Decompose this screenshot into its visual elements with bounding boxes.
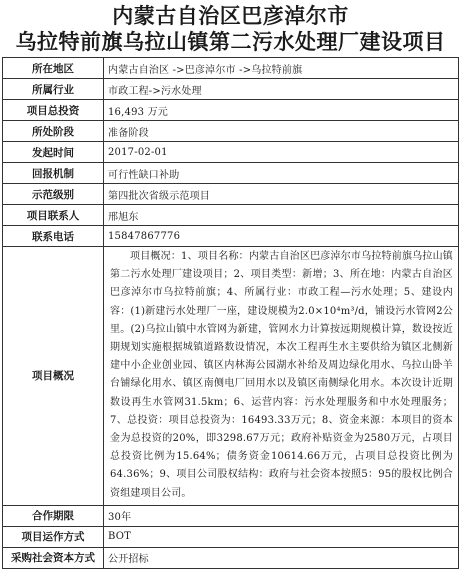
row-region	[3, 58, 459, 79]
label-stage: 所处阶段	[3, 121, 104, 142]
row-cooperation-period	[3, 505, 459, 526]
label-industry: 所属行业	[3, 79, 104, 100]
value-return-mechanism: 可行性缺口补助	[104, 163, 459, 184]
label-contact-phone: 联系电话	[3, 226, 104, 247]
row-stage	[3, 121, 459, 142]
title-line-2: 乌拉特前旗乌拉山镇第二污水处理厂建设项目	[15, 30, 446, 54]
value-contact-person: 邢旭东	[104, 205, 459, 226]
project-info-table	[2, 57, 459, 569]
row-total-investment	[3, 100, 459, 121]
value-procurement-method: 公开招标	[104, 547, 459, 568]
label-region: 所在地区	[3, 58, 104, 79]
value-demo-level: 第四批次省级示范项目	[104, 184, 459, 205]
row-overview	[3, 247, 459, 506]
value-cooperation-period: 30年	[104, 505, 459, 526]
row-return-mechanism	[3, 163, 459, 184]
row-operation-mode	[3, 526, 459, 547]
row-contact-person	[3, 205, 459, 226]
title-line-1: 内蒙古自治区巴彦淖尔市	[112, 4, 349, 28]
label-operation-mode: 项目运作方式	[3, 526, 104, 547]
label-contact-person: 项目联系人	[3, 205, 104, 226]
row-industry	[3, 79, 459, 100]
row-demo-level	[3, 184, 459, 205]
label-overview: 项目概况	[3, 247, 104, 506]
value-start-date: 2017-02-01	[104, 142, 459, 163]
value-operation-mode: BOT	[104, 526, 459, 547]
value-overview: 项目概况：1、项目名称：内蒙古自治区巴彦淖尔市乌拉特前旗乌拉山镇第二污水处理厂建设项目；2、项目类型：新增；3、所在地：内蒙古自治区巴彦淖尔市乌拉特前旗；4、所属行业：市政工程—污水处理；5、建设内容：(1)新建污水处理厂一座，建设规模为2.0×10⁴m³/d，铺设污水管网2公里。(2)乌拉山镇中水管网为新建，管网水力计算按远期规模计算，数设按近期规划实施根据城镇道路数设情况，本次工程再生水主要供给为镇区北侧新建中小企业创业园、镇区内林海公园湖水补给及周边绿化用水、乌拉山卧羊台铺绿化用水、镇区南侧电厂回用水以及镇区南侧绿化用水。本次设计近期数设再生水管网31.5km；6、运营内容：污水处理服务和中水处理服务；7、总投资：项目总投资为：16493.33万元；8、资金来源：本项目的资本金为总投资的20%，即3298.67万元；政府补贴资金为2580万元，占项目总投资比例为15.64%；债务资金10614.66万元，占项目总投资比例为64.36%；9、项目公司股权结构：政府与社会资本按照5：95的股权比例合资组建项目公司。	[104, 247, 459, 506]
document-title	[0, 0, 461, 55]
label-return-mechanism: 回报机制	[3, 163, 104, 184]
value-total-investment: 16,493 万元	[104, 100, 459, 121]
row-start-date	[3, 142, 459, 163]
value-stage: 准备阶段	[104, 121, 459, 142]
label-cooperation-period: 合作期限	[3, 505, 104, 526]
row-procurement-method	[3, 547, 459, 568]
value-region: 内蒙古自治区 ->巴彦淖尔市 ->乌拉特前旗	[104, 58, 459, 79]
row-contact-phone	[3, 226, 459, 247]
label-start-date: 发起时间	[3, 142, 104, 163]
value-contact-phone: 15847867776	[104, 226, 459, 247]
label-total-investment: 项目总投资	[3, 100, 104, 121]
label-demo-level: 示范级别	[3, 184, 104, 205]
label-procurement-method: 采购社会资本方式	[3, 547, 104, 568]
value-industry: 市政工程->污水处理	[104, 79, 459, 100]
